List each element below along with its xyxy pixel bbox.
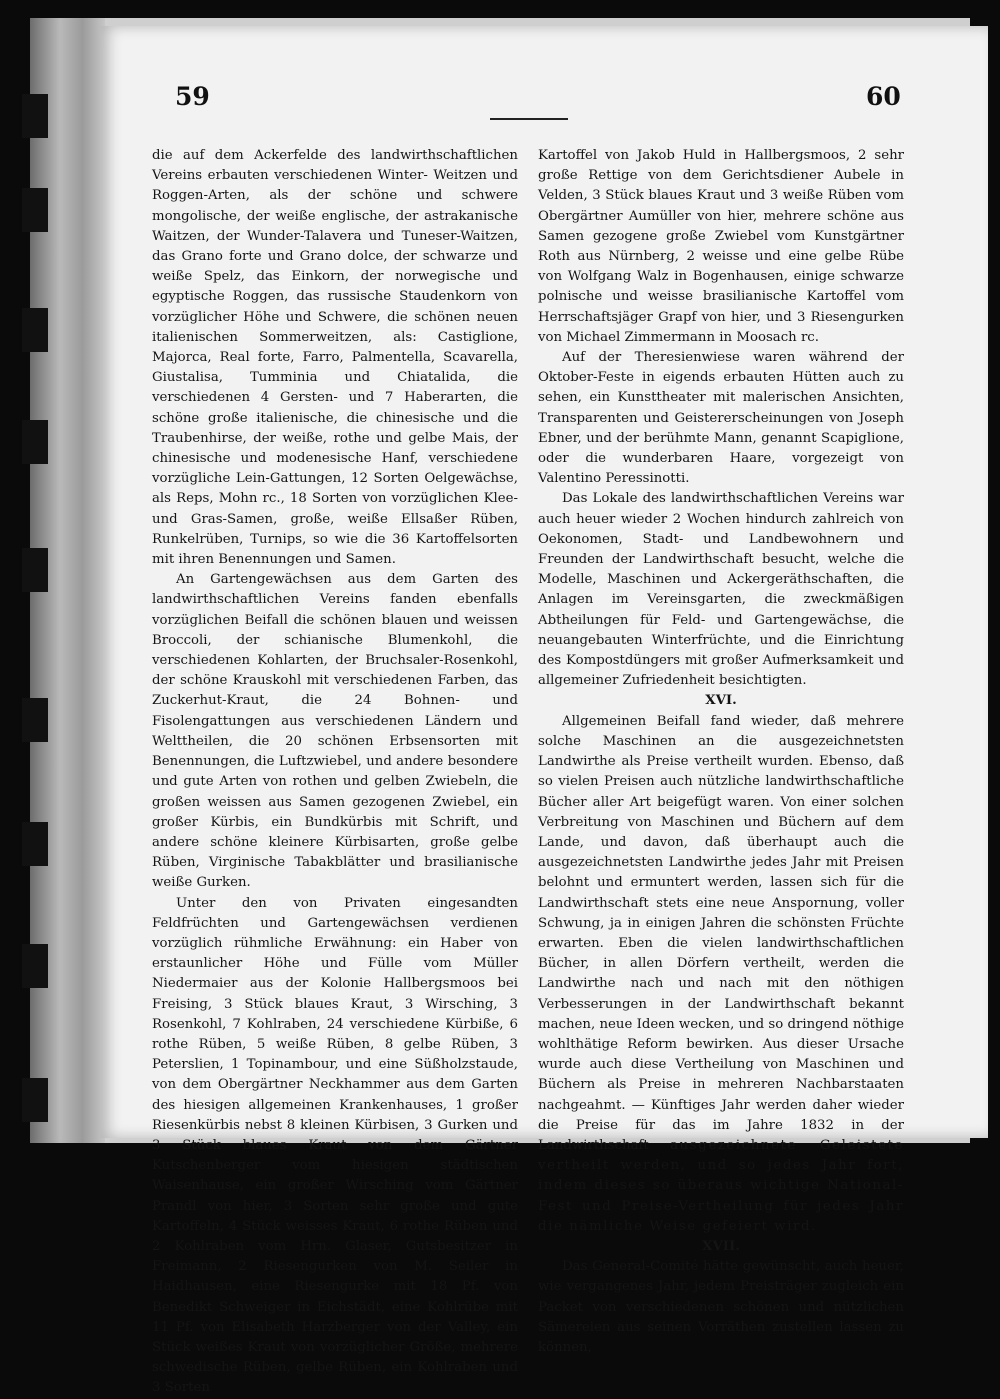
binding-tab: [22, 308, 48, 352]
paragraph: die auf dem Ackerfelde des landwirthschaftlichen Vereins erbauten verschiedenen Winter- Weitzen und Roggen-Arten, als der schöne und schwere mongolische, der weiße englische, der astrakanische Waitzen, der Wunder-Talavera und Tuneser-Waitzen, das Grano forte und Grano dolce, der schwarze und weiße Spelz, das Einkorn, der norwegische und egyptische Roggen, das russische Staudenkorn von vorzüglicher Höhe und Schwere, die schönen neuen italienischen Sommerweitzen, als: Castiglione, Majorca, Real forte, Farro, Palmentella, Scavarella, Giustalisa, Tumminia und Chiatalida, die verschiedenen 4 Gersten- und 7 Haberarten, die schöne große italienische, die chinesische und die Traubenhirse, der weiße, rothe und gelbe Mais, der chinesische und modenesische Hanf, verschiedene vorzügliche Lein-Gattungen, 12 Sorten Oelgewächse, als Reps, Mohn rc., 18 Sorten von vorzüglichen Klee- und Gras-Samen, große, weiße Ellsaßer Rüben, Runkelrüben, Turnips, so wie die 36 Kartoffelsorten mit ihren Benennungen und Samen.: [152, 148, 518, 568]
paragraph: Das Lokale des landwirthschaftlichen Vereins war auch heuer wieder 2 Wochen hindurch zahlreich von Oekonomen, Stadt- und Landbewohnern und Freunden der Landwirthschaft besucht, welche die Modelle, Maschinen und Ackergeräthschaften, die Anlagen im Vereinsgarten, die zweckmäßigen Abtheilungen für Feld- und Gartengewächse, die neuangebauten Winterfrüchte, und die Einrichtung des Kompostdüngers mit großer Aufmerksamkeit und allgemeiner Zufriedenheit besichtigten.: [538, 491, 904, 689]
page-number-left: 59: [175, 82, 210, 111]
section-xvi-paragraph: [538, 712, 904, 1237]
section-xvi-spaced-text: ausgezeichnete Geleistete vertheilt werden, und so jedes Jahr fort, indem dieses so überaus wichtige National-Fest und Preise-Vertheilung für jedes Jahr die nämliche Weise gefeiert wird.: [538, 1137, 904, 1234]
section-xvii-paragraph: Das General-Comité hätte gewünscht, auch heuer, wie vergangenes Jahr, jedem Preisträger zugleich ein Packet von verschiedenen schönen und nützlichen Sämereien aus seinen Vorräthen zustellen lassen zu können,: [538, 1259, 904, 1355]
binding-tab: [22, 944, 48, 988]
paragraph: Auf der Theresienwiese waren während der Oktober-Feste in eigends erbauten Hütten auch zu sehen, ein Kunsttheater mit malerischen Ansichten, Transparenten und Geistererscheinungen von Joseph Ebner, und der berühmte Mann, genannt Scapiglione, oder die wunderbaren Haare, vorgezeigt von Valentino Peressinotti.: [538, 350, 904, 487]
header-rule: [490, 118, 568, 120]
section-heading-xvi: XVI.: [705, 693, 737, 709]
binding-tab: [22, 548, 48, 592]
paragraph: An Gartengewächsen aus dem Garten des landwirthschaftlichen Vereins fanden ebenfalls vorzüglichen Beifall die schönen blauen und weissen Broccoli, der schianische Blumenkohl, die verschiedenen Kohlarten, der Bruchsaler-Rosenkohl, der schöne Krauskohl mit verschiedenen Farben, das Zuckerhut-Kraut, die 24 Bohnen- und Fisolengattungen aus verschiedenen Ländern und Welttheilen, die 20 schönen Erbsensorten mit Benennungen, die Luftzwiebel, und andere besondere und gute Arten von rothen und gelben Zwiebeln, die großen weissen aus Samen gezogenen Zwiebel, ein großer Kürbis, ein Bundkürbis mit Schrift, und andere schöne kleinere Kürbisarten, große gelbe Rüben, Virginische Tabakblätter und brasilianische weiße Gurken.: [152, 572, 518, 891]
binding-tab: [22, 188, 48, 232]
binding-tab: [22, 1078, 48, 1122]
binding-tab: [22, 420, 48, 464]
binding-tab: [22, 822, 48, 866]
binding-tab: [22, 94, 48, 138]
page-number-right: 60: [866, 82, 901, 111]
left-column: [152, 146, 518, 1399]
paragraph: Kartoffel von Jakob Huld in Hallbergsmoos, 2 sehr große Rettige von dem Gerichtsdiener Aubele in Velden, 3 Stück blaues Kraut und 3 weiße Rüben vom Obergärtner Aumüller von hier, mehrere schöne aus Samen gezogene große Zwiebel vom Kunstgärtner Roth aus Nürnberg, 2 weisse und eine gelbe Rübe von Wolfgang Walz in Bogenhausen, einige schwarze polnische und weisse brasilianische Kartoffel vom Herrschaftsjäger Grapf von hier, und 3 Riesengurken von Michael Zimmermann in Moosach rc.: [538, 148, 904, 345]
section-xvi-text: Allgemeinen Beifall fand wieder, daß mehrere solche Maschinen an die ausgezeichnetsten Landwirthe als Preise vertheilt wurden. Ebenso, daß so vielen Preisen auch nützliche landwirthschaftliche Bücher aller Art beigefügt waren. Von einer solchen Verbreitung von Maschinen und Büchern auf dem Lande, und davon, daß überhaupt auch die ausgezeichnetsten Landwirthe jedes Jahr mit Preisen belohnt und ermuntert werden, lassen sich für die Landwirthschaft stets eine neue Anspornung, voller Schwung, ja in einigen Jahren die schönsten Früchte erwarten. Eben die vielen landwirthschaftlichen Bücher, in allen Dörfern vertheilt, werden die Landwirthe nach und nach mit den nöthigen Verbesserungen in der Landwirthschaft bekannt machen, neue Ideen wecken, und so dringend nöthige wohlthätige Reform bewirken. Aus dieser Ursache wurde auch diese Vertheilung von Maschinen und Büchern als Preise in mehreren Nachbarstaaten nachgeahmt. — Künftiges Jahr werden daher wieder die Preise für das im Jahre 1832 in der Landwirthschaft: [538, 713, 904, 1153]
section-heading-xvii: XVII.: [702, 1238, 740, 1254]
paragraph: Unter den von Privaten eingesandten Feldfrüchten und Gartengewächsen verdienen vorzüglich rühmliche Erwähnung: ein Haber von erstaunlicher Höhe und Fülle vom Müller Niedermaier aus der Kolonie Hallbergsmoos bei Freising, 3 Stück blaues Kraut, 3 Wirsching, 3 Rosenkohl, 7 Kohlraben, 24 verschiedene Kürbiße, 6 rothe Rüben, 5 weiße Rüben, 8 gelbe Rüben, 3 Peterslien, 1 Topinambour, und eine Süßholzstaude, von dem Obergärtner Neckhammer aus dem Garten des hiesigen allgemeinen Krankenhauses, 1 großer Riesenkürbis nebst 8 kleinen Kürbisen, 3 Gurken und 3 Stück blaues Kraut von dem Gärtner Kutschenberger vom hiesigen städtischen Waisenhause, ein großer Wirsching vom Gärtner Prandl von hier, 3 Sorten sehr große und gute Kartoffeln, 4 Stück weisses Kraut, 6 rothe Rüben und 2 Kohlraben vom Hrn. Glaser, Gutsbesitzer in Freimann, 2 Riesengurken von M. Seiler in Haidhausen, eine Riesengurke mit 18 Pf. von Benedikt Schweiger in Eichstädt, eine Kohlrübe mit 11 Pf. von Elisabeth Harzberger von der Valley, ein Stück weißes Kraut von vorzüglicher Größe, mehrere schwedische Rüben, gelbe Rüben, ein Kohlraben und 3 Sorten: [152, 895, 518, 1396]
right-column: [538, 146, 904, 1358]
binding-tab: [22, 698, 48, 742]
